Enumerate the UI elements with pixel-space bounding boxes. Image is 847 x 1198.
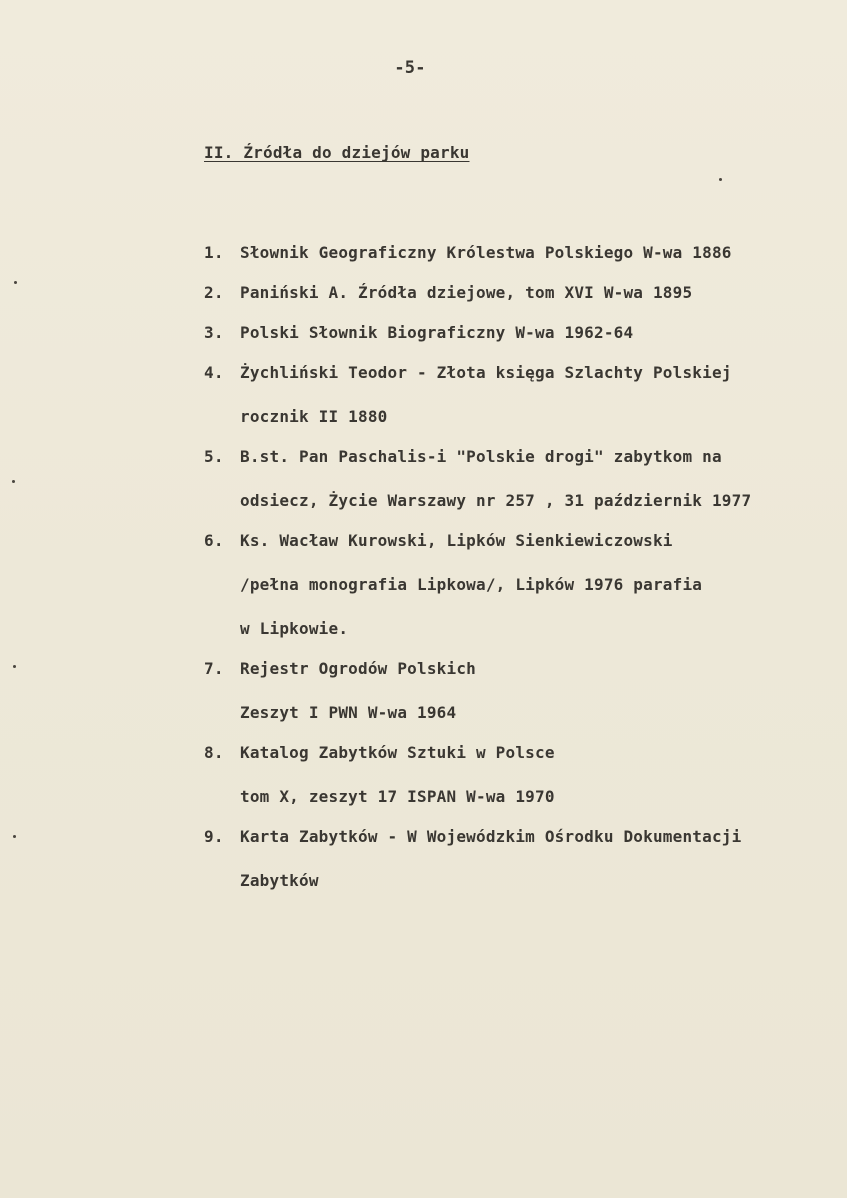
item-line: Paniński A. Źródła dziejowe, tom XVI W-wa 1895 — [240, 283, 693, 302]
item-number: 3. — [204, 323, 224, 342]
section-heading: II. Źródła do dziejów parku — [204, 143, 470, 162]
bibliography-item — [204, 278, 814, 308]
item-text — [240, 238, 814, 268]
item-line: Zabytków — [240, 871, 319, 890]
item-text — [240, 654, 814, 728]
item-line: Katalog Zabytków Sztuki w Polsce — [240, 743, 555, 762]
page-number: -5- — [394, 58, 426, 78]
item-text — [240, 822, 814, 896]
bibliography-item — [204, 358, 814, 432]
paper-speck — [12, 480, 15, 483]
item-number: 1. — [204, 243, 224, 262]
bibliography-item — [204, 238, 814, 268]
bibliography-list — [204, 238, 814, 906]
item-text — [240, 442, 814, 516]
paper-speck — [13, 665, 16, 668]
bibliography-item — [204, 738, 814, 812]
item-line: Polski Słownik Biograficzny W-wa 1962-64 — [240, 323, 634, 342]
paper-speck — [14, 281, 17, 284]
item-line: tom X, zeszyt 17 ISPAN W-wa 1970 — [240, 787, 555, 806]
paper-speck — [13, 835, 16, 838]
item-text — [240, 738, 814, 812]
item-line: Słownik Geograficzny Królestwa Polskiego W-wa 1886 — [240, 243, 732, 262]
item-line: /pełna monografia Lipkowa/, Lipków 1976 parafia — [240, 575, 703, 594]
item-line: Zeszyt I PWN W-wa 1964 — [240, 703, 457, 722]
item-number: 5. — [204, 447, 224, 466]
item-line: rocznik II 1880 — [240, 407, 388, 426]
item-line: odsiecz, Życie Warszawy nr 257 , 31 październik 1977 — [240, 491, 752, 510]
bibliography-item — [204, 822, 814, 896]
item-text — [240, 526, 814, 644]
item-line: Żychliński Teodor - Złota księga Szlachty Polskiej — [240, 363, 732, 382]
item-number: 6. — [204, 531, 224, 550]
item-line: Rejestr Ogrodów Polskich — [240, 659, 476, 678]
item-text — [240, 318, 814, 348]
item-text — [240, 278, 814, 308]
paper-speck — [719, 178, 722, 181]
bibliography-item — [204, 442, 814, 516]
item-number: 2. — [204, 283, 224, 302]
item-text — [240, 358, 814, 432]
item-line: B.st. Pan Paschalis-i "Polskie drogi" zabytkom na — [240, 447, 722, 466]
bibliography-item — [204, 654, 814, 728]
item-line: Ks. Wacław Kurowski, Lipków Sienkiewiczowski — [240, 531, 673, 550]
item-number: 4. — [204, 363, 224, 382]
item-number: 9. — [204, 827, 224, 846]
item-number: 8. — [204, 743, 224, 762]
item-number: 7. — [204, 659, 224, 678]
item-line: w Lipkowie. — [240, 619, 349, 638]
bibliography-item — [204, 526, 814, 644]
bibliography-item — [204, 318, 814, 348]
item-line: Karta Zabytków - W Wojewódzkim Ośrodku Dokumentacji — [240, 827, 742, 846]
